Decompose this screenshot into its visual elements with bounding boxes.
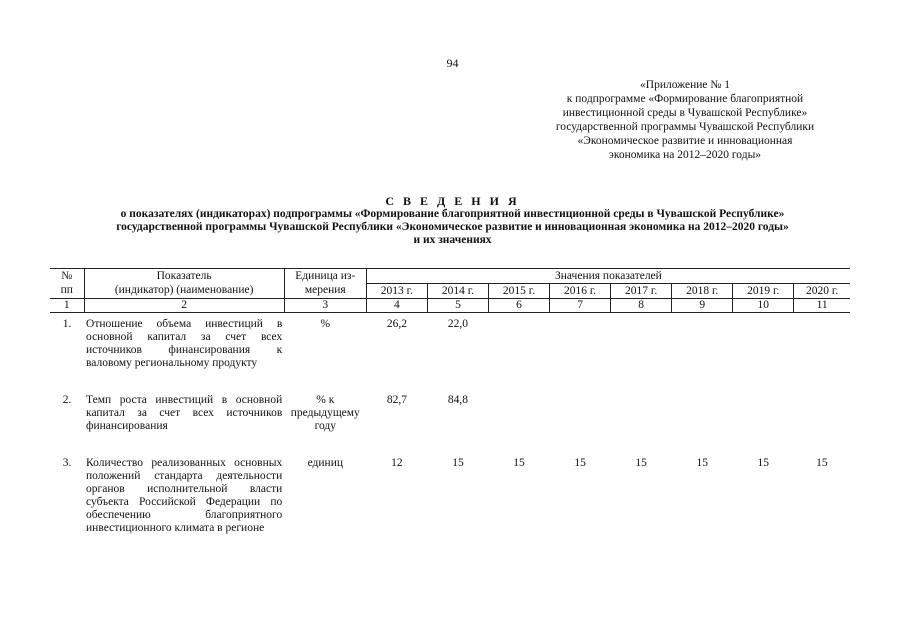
row-value <box>488 394 549 433</box>
appendix-line: экономика на 2012–2020 годы» <box>608 149 762 161</box>
appendix-line: «Экономическое развитие и инновационная <box>577 135 793 147</box>
row-number: 2. <box>62 394 72 406</box>
header-unit-line1: Единица из- <box>295 270 356 282</box>
appendix-line: к подпрограмме «Формирование благоприятной <box>566 93 804 105</box>
row-value: 15 <box>574 457 586 469</box>
header-unit-line2: мерения <box>304 284 346 296</box>
title-line: о показателях (индикаторах) подпрограммы «Формирование благоприятной инвестиционной среды в Чувашской Республике» <box>120 208 785 220</box>
row-value <box>672 313 733 371</box>
row-value: 22,0 <box>447 318 468 330</box>
column-number: 6 <box>488 299 549 313</box>
header-unit <box>284 269 366 299</box>
row-number: 3. <box>62 457 72 469</box>
title-heading: С В Е Д Е Н И Я <box>385 194 520 208</box>
header-year: 2013 г. <box>366 284 427 299</box>
column-number: 3 <box>284 299 366 313</box>
header-year: 2020 г. <box>794 284 850 299</box>
row-value: 15 <box>452 457 464 469</box>
header-num-line2: пп <box>60 284 73 296</box>
column-number: 5 <box>427 299 488 313</box>
row-value: 15 <box>513 457 525 469</box>
column-number: 2 <box>84 299 284 313</box>
title-line: и их значениях <box>413 234 492 246</box>
indicators-table <box>50 268 850 535</box>
header-year: 2015 г. <box>488 284 549 299</box>
row-value: 82,7 <box>386 394 407 406</box>
row-value: 84,8 <box>447 394 468 406</box>
row-value <box>672 394 733 433</box>
column-number-row <box>50 299 850 313</box>
page-number: 94 <box>446 56 459 70</box>
header-num <box>50 269 84 299</box>
header-indicator-line1: Показатель <box>156 270 212 282</box>
row-value: 15 <box>757 457 769 469</box>
row-value <box>550 313 611 371</box>
header-year: 2019 г. <box>733 284 794 299</box>
row-value <box>794 394 850 433</box>
header-num-line1: № <box>61 270 73 282</box>
row-indicator-name: Темп роста инвестиций в основной капитал за счет всех источников финансирования <box>86 394 283 432</box>
table-row <box>50 313 850 371</box>
appendix-line: государственной программы Чувашской Республики <box>555 121 815 133</box>
row-value <box>611 313 672 371</box>
column-number: 7 <box>550 299 611 313</box>
row-unit: % к предыдущему году <box>290 394 360 432</box>
row-value <box>550 394 611 433</box>
header-year: 2018 г. <box>672 284 733 299</box>
header-indicator <box>84 269 284 299</box>
row-value <box>794 313 850 371</box>
row-indicator-name: Количество реализованных основных положений стандарта деятельности органов исполнительной власти субъекта Российской Федерации по обеспечению благоприятного инвестиционного климата в регионе <box>86 457 283 534</box>
row-value <box>611 394 672 433</box>
row-value: 15 <box>696 457 708 469</box>
title-line: государственной программы Чувашской Республики «Экономическое развитие и инновационная экономика на 2012–2020 годы» <box>116 221 789 233</box>
row-value <box>488 313 549 371</box>
header-indicator-line2: (индикатор) (наименование) <box>114 284 254 296</box>
row-number: 1. <box>62 318 72 330</box>
column-number: 11 <box>794 299 850 313</box>
row-value: 15 <box>816 457 828 469</box>
row-indicator-name: Отношение объема инвестиций в основной капитал за счет всех источников финансирования к валовому региональному продукту <box>86 318 283 369</box>
header-year: 2016 г. <box>550 284 611 299</box>
row-unit: % <box>320 318 331 330</box>
column-number: 8 <box>611 299 672 313</box>
row-value: 15 <box>635 457 647 469</box>
appendix-line: инвестиционной среды в Чувашской Республике» <box>562 107 808 119</box>
row-unit: единиц <box>307 457 343 469</box>
column-number: 1 <box>50 299 84 313</box>
appendix-line: «Приложение № 1 <box>640 79 730 91</box>
column-number: 4 <box>366 299 427 313</box>
header-values-group: Значения показателей <box>366 269 850 284</box>
header-year: 2017 г. <box>611 284 672 299</box>
appendix-note <box>520 78 850 162</box>
row-value: 26,2 <box>386 318 407 330</box>
row-value <box>733 313 794 371</box>
row-value <box>733 394 794 433</box>
table-row <box>50 394 850 433</box>
header-year: 2014 г. <box>427 284 488 299</box>
row-spacer <box>50 433 850 457</box>
row-spacer <box>50 370 850 394</box>
row-value: 12 <box>391 457 403 469</box>
table-row <box>50 457 850 535</box>
column-number: 10 <box>733 299 794 313</box>
column-number: 9 <box>672 299 733 313</box>
document-title <box>40 195 865 247</box>
